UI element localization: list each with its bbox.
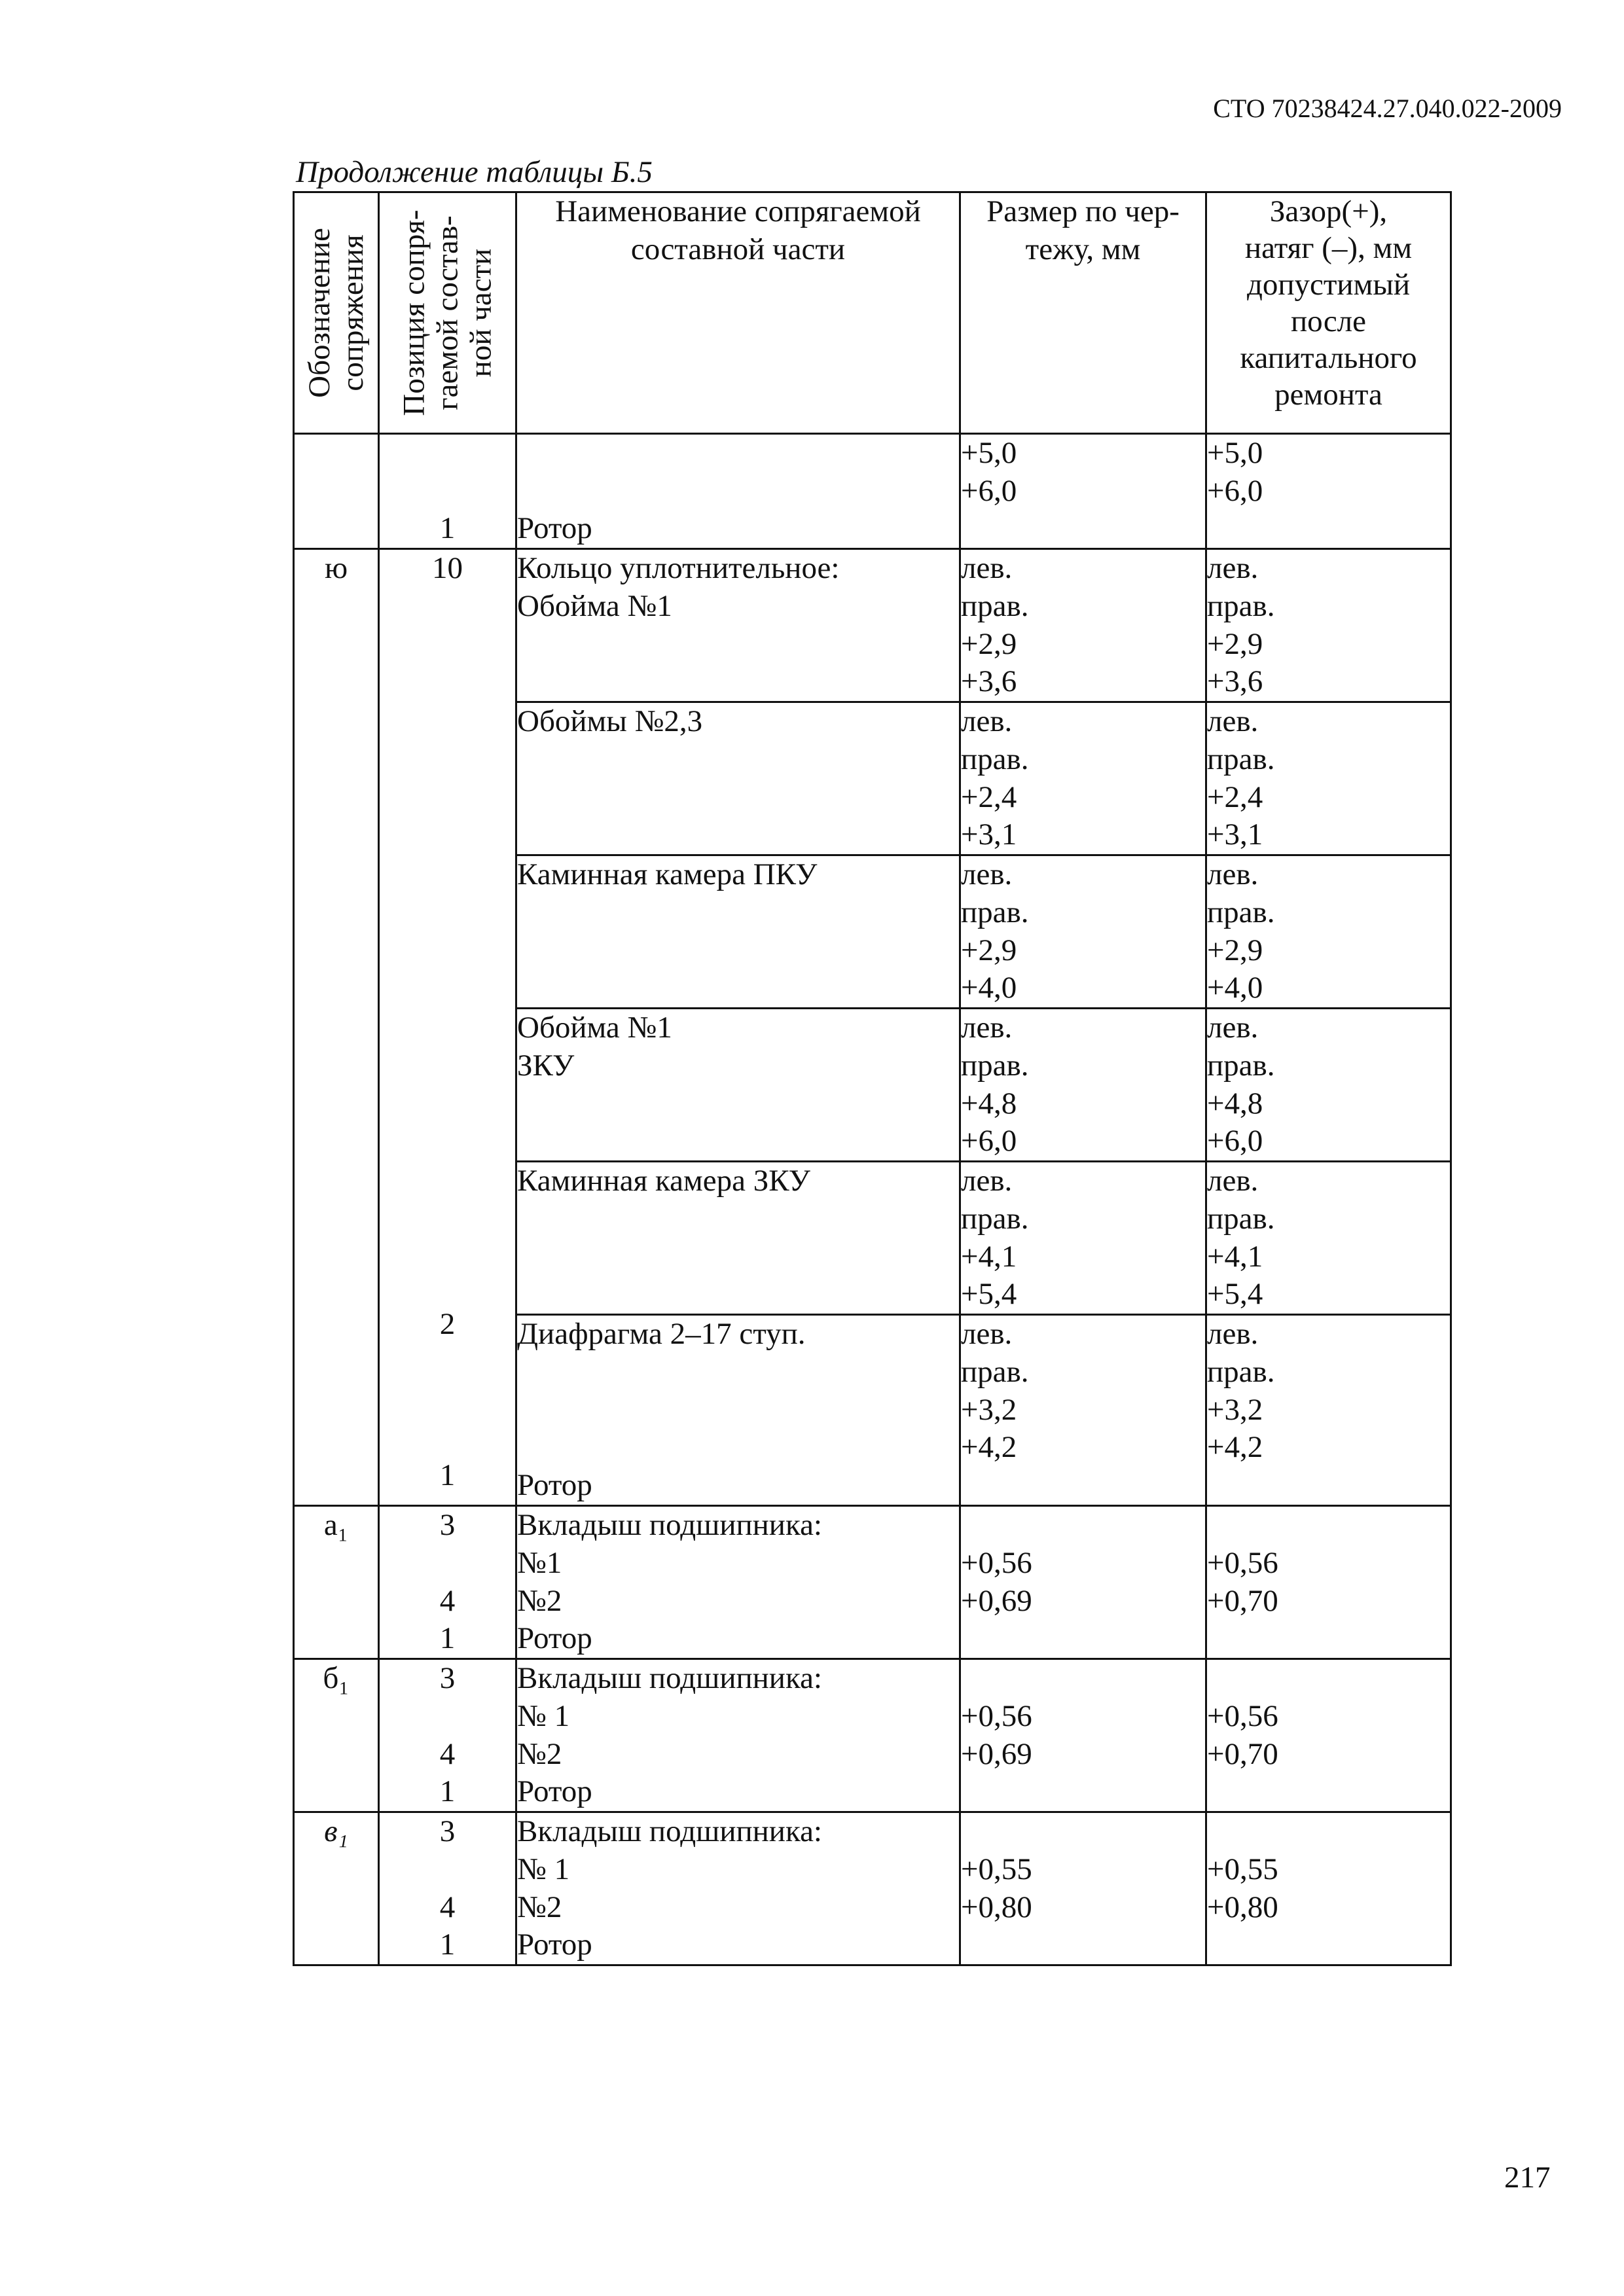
position-text: 1 <box>439 511 456 546</box>
designation-cell <box>294 1812 379 1965</box>
table-row <box>294 549 1451 702</box>
name-cell <box>516 1162 960 1315</box>
position-cell <box>379 434 516 549</box>
clearance-text: лев. прав. +4,1 +5,4 <box>1207 1164 1275 1312</box>
clearance-cell <box>1206 1009 1451 1162</box>
clearance-text: +0,55 +0,80 <box>1207 1852 1278 1924</box>
name-cell <box>516 434 960 549</box>
size-text: лев. прав. +4,1 +5,4 <box>961 1164 1029 1312</box>
size-cell <box>960 1506 1206 1659</box>
designation-text: ю <box>324 551 348 586</box>
header-name-text: Наименование сопрягаемой составной части <box>555 194 921 266</box>
header-row <box>294 192 1451 434</box>
page-number: 217 <box>1504 2161 1551 2195</box>
name-text: Ротор <box>517 511 592 546</box>
header-size-text: Размер по чер- тежу, мм <box>986 194 1180 266</box>
position-text: 3 4 1 <box>439 1814 456 1962</box>
table-row <box>294 1506 1451 1659</box>
designation-text: а₁ <box>323 1508 349 1543</box>
header-position-text: Позиция сопря- гаемой состав- ной части <box>397 209 497 416</box>
clearance-text: +0,56 +0,70 <box>1207 1545 1278 1618</box>
clearance-cell <box>1206 549 1451 702</box>
designation-text: б₁ <box>323 1661 350 1696</box>
clearance-text: лев. прав. +3,2 +4,2 <box>1207 1317 1275 1465</box>
table-caption: Продолжение таблицы Б.5 <box>296 155 653 189</box>
designation-cell <box>294 434 379 549</box>
table-row <box>294 1812 1451 1965</box>
mating-clearance-table <box>293 191 1452 1966</box>
clearance-text: +0,56 +0,70 <box>1207 1698 1278 1771</box>
size-cell <box>960 434 1206 549</box>
size-cell <box>960 855 1206 1009</box>
header-designation-text: Обозначение сопряжения <box>302 228 370 398</box>
header-name <box>516 192 960 434</box>
name-cell <box>516 1659 960 1812</box>
position-text: 10 <box>432 551 463 586</box>
clearance-cell <box>1206 1812 1451 1965</box>
size-text: лев. прав. +3,2 +4,2 <box>961 1317 1029 1465</box>
name-cell <box>516 855 960 1009</box>
header-clearance-text: Зазор(+), натяг (–), мм допустимый после капитального ремонта <box>1240 194 1417 412</box>
size-text: +5,0 +6,0 <box>961 436 1017 508</box>
header-clearance <box>1206 192 1451 434</box>
name-text: Каминная камера ЗКУ <box>517 1164 810 1198</box>
size-cell <box>960 702 1206 855</box>
header-position <box>379 192 516 434</box>
clearance-text: лев. прав. +2,4 +3,1 <box>1207 704 1275 852</box>
position-text: 3 4 1 <box>439 1508 456 1656</box>
clearance-cell <box>1206 702 1451 855</box>
name-text: Вкладыш подшипника: №1 №2 Ротор <box>517 1508 822 1656</box>
designation-cell <box>294 549 379 1506</box>
name-cell <box>516 1506 960 1659</box>
size-cell <box>960 1162 1206 1315</box>
name-cell <box>516 1315 960 1506</box>
name-cell <box>516 702 960 855</box>
size-text: +0,56 +0,69 <box>961 1545 1032 1618</box>
position-cell <box>379 1506 516 1659</box>
clearance-text: лев. прав. +2,9 +4,0 <box>1207 857 1275 1005</box>
position-cell <box>379 549 516 1506</box>
size-cell <box>960 1009 1206 1162</box>
document-code: СТО 70238424.27.040.022-2009 <box>1213 94 1562 123</box>
clearance-cell <box>1206 434 1451 549</box>
size-text: лев. прав. +4,8 +6,0 <box>961 1011 1029 1158</box>
clearance-text: +5,0 +6,0 <box>1207 436 1263 508</box>
size-cell <box>960 1659 1206 1812</box>
position-text: 3 4 1 <box>439 1661 456 1809</box>
name-text: Вкладыш подшипника: № 1 №2 Ротор <box>517 1661 822 1809</box>
name-text: Обоймы №2,3 <box>517 704 703 739</box>
designation-cell <box>294 1506 379 1659</box>
name-cell <box>516 1009 960 1162</box>
clearance-cell <box>1206 855 1451 1009</box>
name-cell <box>516 1812 960 1965</box>
size-text: +0,55 +0,80 <box>961 1852 1032 1924</box>
size-text: лев. прав. +2,9 +3,6 <box>961 551 1029 699</box>
clearance-cell <box>1206 1162 1451 1315</box>
position-cell <box>379 1812 516 1965</box>
table-row <box>294 434 1451 549</box>
name-text: Диафрагма 2–17 ступ. Ротор <box>517 1317 806 1502</box>
clearance-text: лев. прав. +2,9 +3,6 <box>1207 551 1275 699</box>
header-designation <box>294 192 379 434</box>
size-text: лев. прав. +2,4 +3,1 <box>961 704 1029 852</box>
position-cell <box>379 1659 516 1812</box>
position-text: 2 1 <box>439 1306 456 1492</box>
size-text: лев. прав. +2,9 +4,0 <box>961 857 1029 1005</box>
clearance-cell <box>1206 1659 1451 1812</box>
designation-text: в₁ <box>324 1814 348 1849</box>
designation-cell <box>294 1659 379 1812</box>
name-text: Каминная камера ПКУ <box>517 857 818 892</box>
name-text: Кольцо уплотнительное: Обойма №1 <box>517 551 840 623</box>
size-cell <box>960 1812 1206 1965</box>
clearance-text: лев. прав. +4,8 +6,0 <box>1207 1011 1275 1158</box>
size-cell <box>960 549 1206 702</box>
table-row <box>294 1659 1451 1812</box>
header-size <box>960 192 1206 434</box>
clearance-cell <box>1206 1506 1451 1659</box>
clearance-cell <box>1206 1315 1451 1506</box>
size-cell <box>960 1315 1206 1506</box>
name-text: Обойма №1 ЗКУ <box>517 1011 672 1083</box>
size-text: +0,56 +0,69 <box>961 1698 1032 1771</box>
name-text: Вкладыш подшипника: № 1 №2 Ротор <box>517 1814 822 1962</box>
name-cell <box>516 549 960 702</box>
